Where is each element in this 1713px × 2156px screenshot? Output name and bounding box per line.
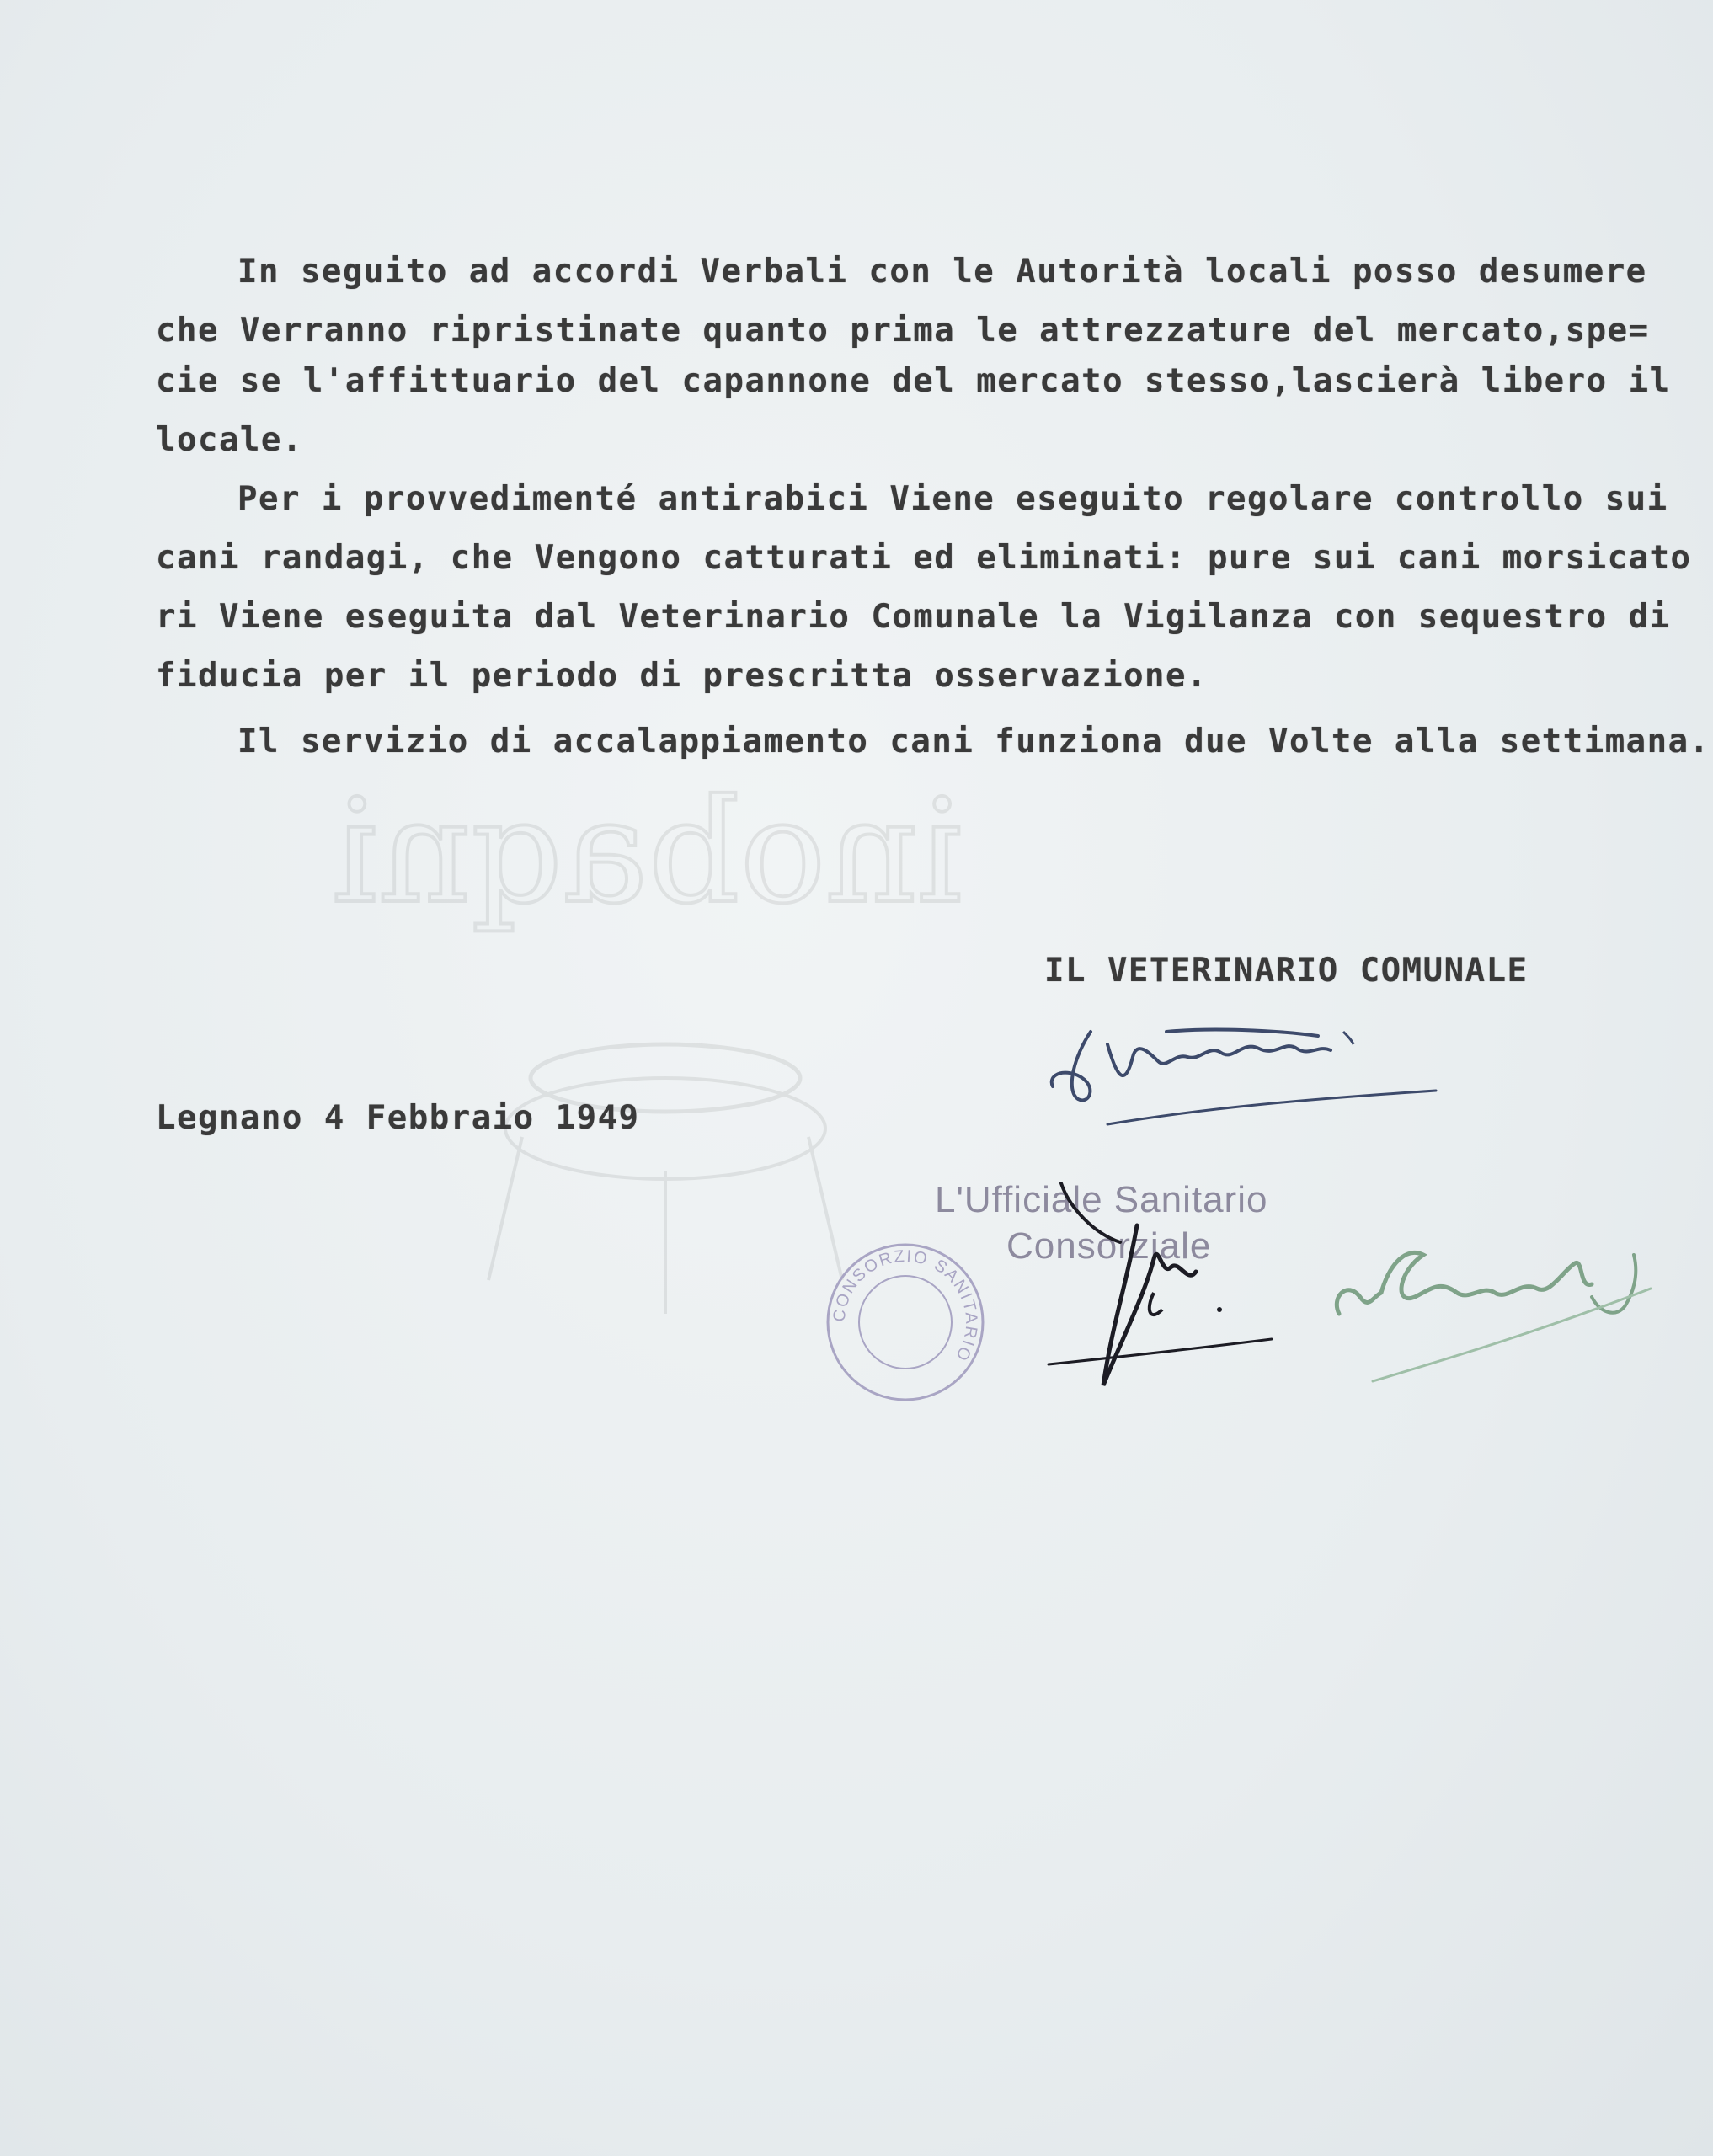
body-line-7: ri Viene eseguita dal Veterinario Comunale la Vigilanza con sequestro di	[156, 598, 1671, 636]
officer-signature	[1044, 1175, 1280, 1402]
body-line-4: locale.	[156, 421, 303, 459]
veterinarian-signature	[1040, 1006, 1444, 1141]
body-line-8: fiducia per il periodo di prescritta osservazione.	[156, 657, 1208, 695]
body-line-3: cie se l'affittuario del capannone del mercato stesso,lascierà libero il	[156, 362, 1671, 400]
body-line-9: Il servizio di accalappiamento cani funziona due Volte alla settimana.	[237, 723, 1710, 760]
body-line-6: cani randagi, che Vengono catturati ed eliminati: pure sui cani morsicato	[156, 539, 1692, 577]
body-line-5: Per i provvedimenté antirabici Viene eseguito regolare controllo sui	[237, 480, 1668, 518]
round-stamp	[821, 1238, 990, 1406]
officer-stamp-line-1: L'Ufficiale Sanitario	[935, 1179, 1268, 1220]
body-line-2: che Verranno ripristinate quanto prima le attrezzature del mercato,spe=	[156, 312, 1650, 350]
svg-text:inobaqni: inobaqni	[333, 775, 964, 936]
green-signature	[1322, 1213, 1659, 1398]
signatory-title: IL VETERINARIO COMUNALE	[1044, 952, 1529, 990]
round-stamp-text: CONSORZIO SANITARIO	[830, 1246, 981, 1365]
place-date: Legnano 4 Febbraio 1949	[156, 1099, 640, 1137]
officer-stamp-line-2: Consorziale	[1006, 1225, 1212, 1267]
body-line-1: In seguito ad accordi Verbali con le Autorità locali posso desumere	[237, 253, 1647, 291]
